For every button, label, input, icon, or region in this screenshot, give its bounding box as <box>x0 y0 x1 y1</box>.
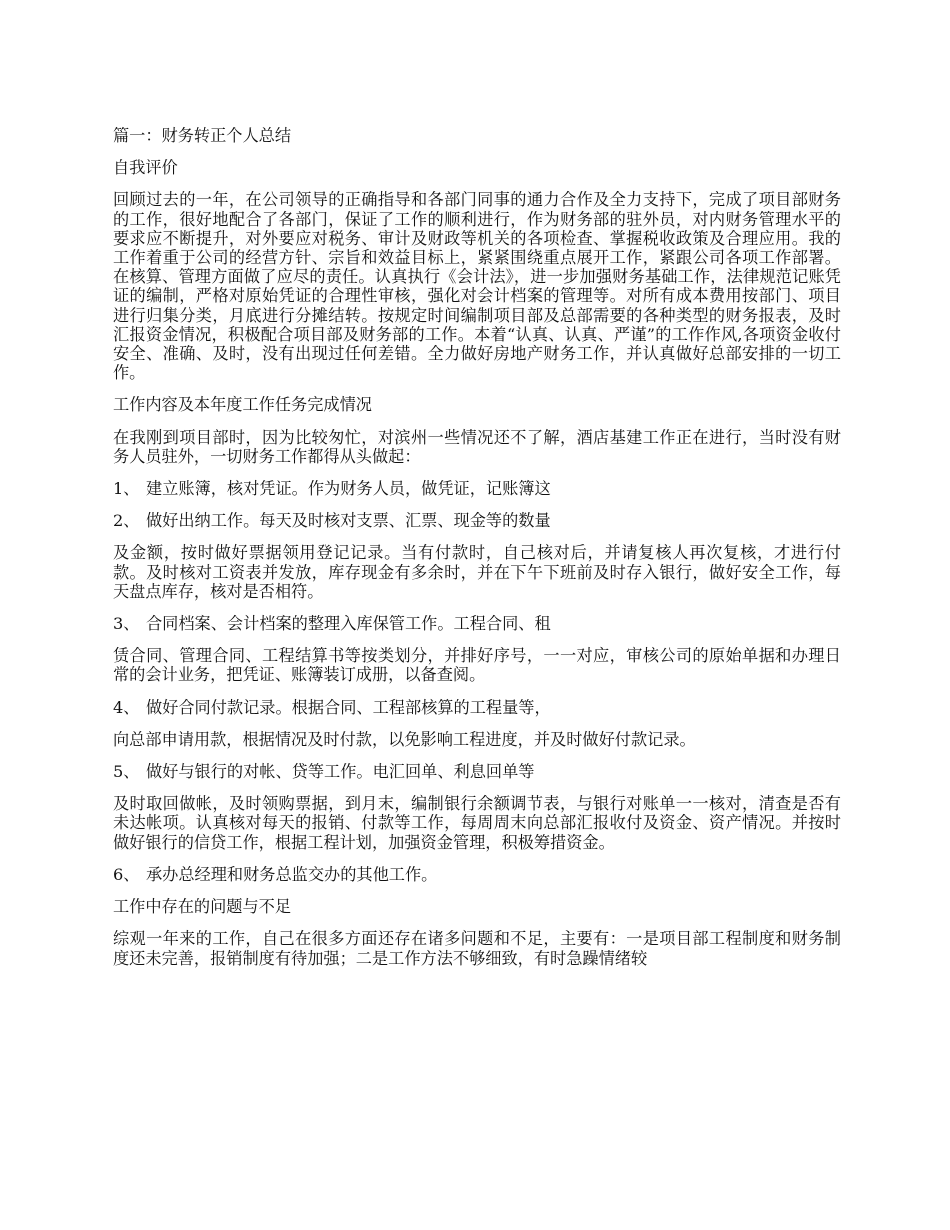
list-item-4 <box>113 698 841 717</box>
list-item-text: 做好合同付款记录。根据合同、工程部核算的工程量等， <box>146 697 551 717</box>
paragraph-arrival: 在我刚到项目部时，因为比较匆忙，对滨州一些情况还不了解，酒店基建工作正在进行，当时没有财务人员驻外，一切财务工作都得从头做起： <box>113 427 841 466</box>
list-item-5 <box>113 762 841 781</box>
section-heading-work-content: 工作内容及本年度工作任务完成情况 <box>113 395 372 415</box>
list-item-text: 合同档案、会计档案的整理入库保管工作。工程合同、租 <box>146 614 551 634</box>
list-item-number: 4、 <box>113 697 140 717</box>
paragraph-item-3-continued: 赁合同、管理合同、工程结算书等按类划分，并排好序号，一一对应，审核公司的原始单据和办理日常的会计业务，把凭证、账簿装订成册，以备查阅。 <box>113 646 841 685</box>
list-item-number: 5、 <box>113 762 140 782</box>
list-item-number: 2、 <box>113 511 140 531</box>
list-item-text: 做好与银行的对帐、贷等工作。电汇回单、利息回单等 <box>146 762 535 782</box>
list-item-text: 建立账簿，核对凭证。作为财务人员，做凭证，记账簿这 <box>146 479 551 499</box>
paragraph-review: 回顾过去的一年，在公司领导的正确指导和各部门同事的通力合作及全力支持下，完成了项目部财务的工作，很好地配合了各部门，保证了工作的顺利进行，作为财务部的驻外员，对内财务管理水平的要求应不断提升，对外要应对税务、审计及财政等机关的各项检查、掌握税收政策及合理应用。我的工作着重于公司的经营方针、宗旨和效益目标上，紧紧围绕重点展开工作，紧跟公司各项工作部署。在核算、管理方面做了应尽的责任。认真执行《会计法》，进一步加强财务基础工作，法律规范记账凭证的编制，严格对原始凭证的合理性审核，强化对会计档案的管理等。对所有成本费用按部门、项目进行归集分类，月底进行分摊结转。按规定时间编制项目部及总部需要的各种类型的财务报表，及时汇报资金情况，积极配合项目部及财务部的工作。本着“认真、认真、严谨”的工作作风,各项资金收付安全、准确、及时，没有出现过任何差错。全力做好房地产财务工作，并认真做好总部安排的一切工作。 <box>113 190 841 383</box>
list-item-3 <box>113 614 841 633</box>
list-item-number: 3、 <box>113 614 140 634</box>
paragraph-problems: 综观一年来的工作，自己在很多方面还存在诸多问题和不足，主要有：一是项目部工程制度和财务制度还未完善，报销制度有待加强；二是工作方法不够细致，有时急躁情绪较 <box>113 929 841 968</box>
section-heading-problems: 工作中存在的问题与不足 <box>113 897 292 917</box>
list-item-text: 做好出纳工作。每天及时核对支票、汇票、现金等的数量 <box>146 511 551 531</box>
list-item-6 <box>113 865 841 884</box>
paragraph-item-5-continued: 及时取回做帐，及时领购票据，到月末，编制银行余额调节表，与银行对账单一一核对，清查是否有未达帐项。认真核对每天的报销、付款等工作，每周周末向总部汇报收付及资金、资产情况。并按时做好银行的信贷工作，根据工程计划，加强资金管理，积极筹措资金。 <box>113 794 841 852</box>
list-item-number: 6、 <box>113 864 140 884</box>
list-item-text: 承办总经理和财务总监交办的其他工作。 <box>146 864 438 884</box>
list-item-1 <box>113 479 841 498</box>
section-heading-self-evaluation: 自我评价 <box>113 158 178 178</box>
paragraph-item-2-continued: 及金额，按时做好票据领用登记记录。当有付款时，自己核对后，并请复核人再次复核，才进行付款。及时核对工资表并发放，库存现金有多余时，并在下午下班前及时存入银行，做好安全工作，每天盘点库存，核对是否相符。 <box>113 543 841 601</box>
document-page <box>113 126 841 981</box>
document-title: 篇一：财务转正个人总结 <box>113 126 292 145</box>
list-item-number: 1、 <box>113 479 140 499</box>
paragraph-item-4-continued: 向总部申请用款，根据情况及时付款，以免影响工程进度，并及时做好付款记录。 <box>113 729 696 749</box>
list-item-2 <box>113 511 841 530</box>
